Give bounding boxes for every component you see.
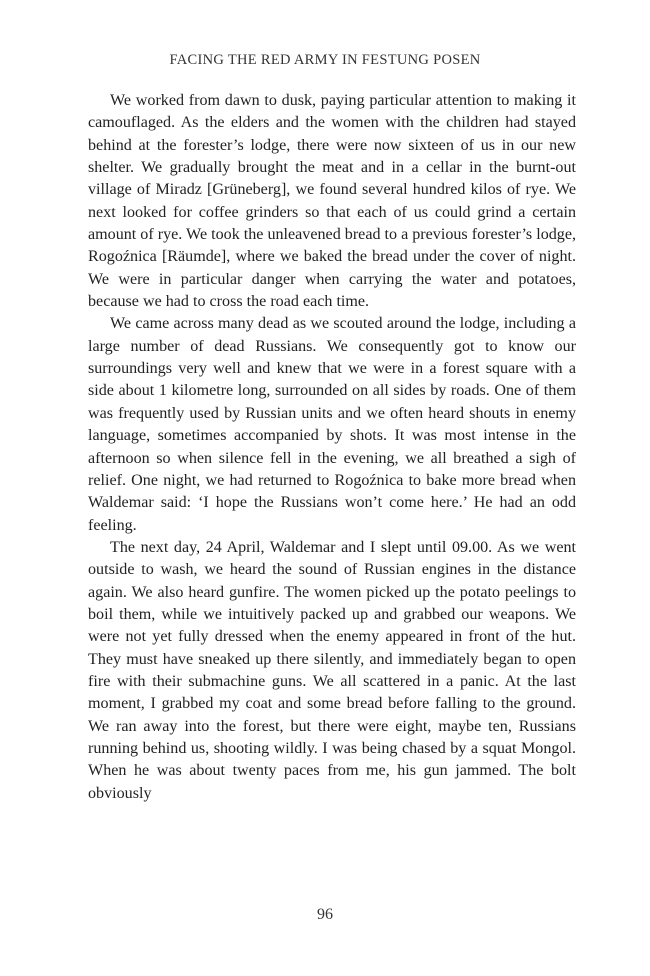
paragraph: The next day, 24 April, Waldemar and I slept until 09.00. As we went outside to wash, we heard the sound of Russian engines in the distance again. We also heard gunfire. The women picked up the potato peelings to boil them, while we intuitively packed up and grabbed our weapons. We were not yet fully dressed when the enemy appeared in front of the hut. They must have sneaked up there silently, and immediately began to open fire with their submachine guns. We all scattered in a panic. At the last moment, I grabbed my coat and some bread before falling to the ground. We ran away into the forest, but there were eight, maybe ten, Russians running behind us, shooting wildly. I was being chased by a squat Mongol. When he was about twenty paces from me, his gun jammed. The bolt obviously <box>88 538 576 802</box>
paragraph: We came across many dead as we scouted around the lodge, including a large number of dead Russians. We consequently got to know our surroundings very well and knew that we were in a forest square with a side about 1 kilometre long, surrounded on all sides by roads. One of them was frequently used by Russian units and we often heard shouts in enemy language, sometimes accompanied by shots. It was most intense in the afternoon so when silence fell in the evening, we all breathed a sigh of relief. One night, we had returned to Rogoźnica to bake more bread when Waldemar said: ‘I hope the Russians won’t come here.’ He had an odd feeling. <box>88 315 576 534</box>
body-text <box>88 90 576 805</box>
paragraph: We worked from dawn to dusk, paying particular attention to making it camouflaged. As the elders and the women with the children had stayed behind at the forester’s lodge, there were now sixteen of us in our new shelter. We gradually brought the meat and in a cellar in the burnt-out village of Miradz [Grüneberg], we found several hundred kilos of rye. We next looked for coffee grinders so that each of us could grind a certain amount of rye. We took the unleavened bread to a previous forester’s lodge, Rogoźnica [Räumde], where we baked the bread under the cover of night. We were in particular danger when carrying the water and potatoes, because we had to cross the road each time. <box>88 92 576 311</box>
running-head: FACING THE RED ARMY IN FESTUNG POSEN <box>169 52 481 68</box>
page-number: 96 <box>317 906 333 923</box>
